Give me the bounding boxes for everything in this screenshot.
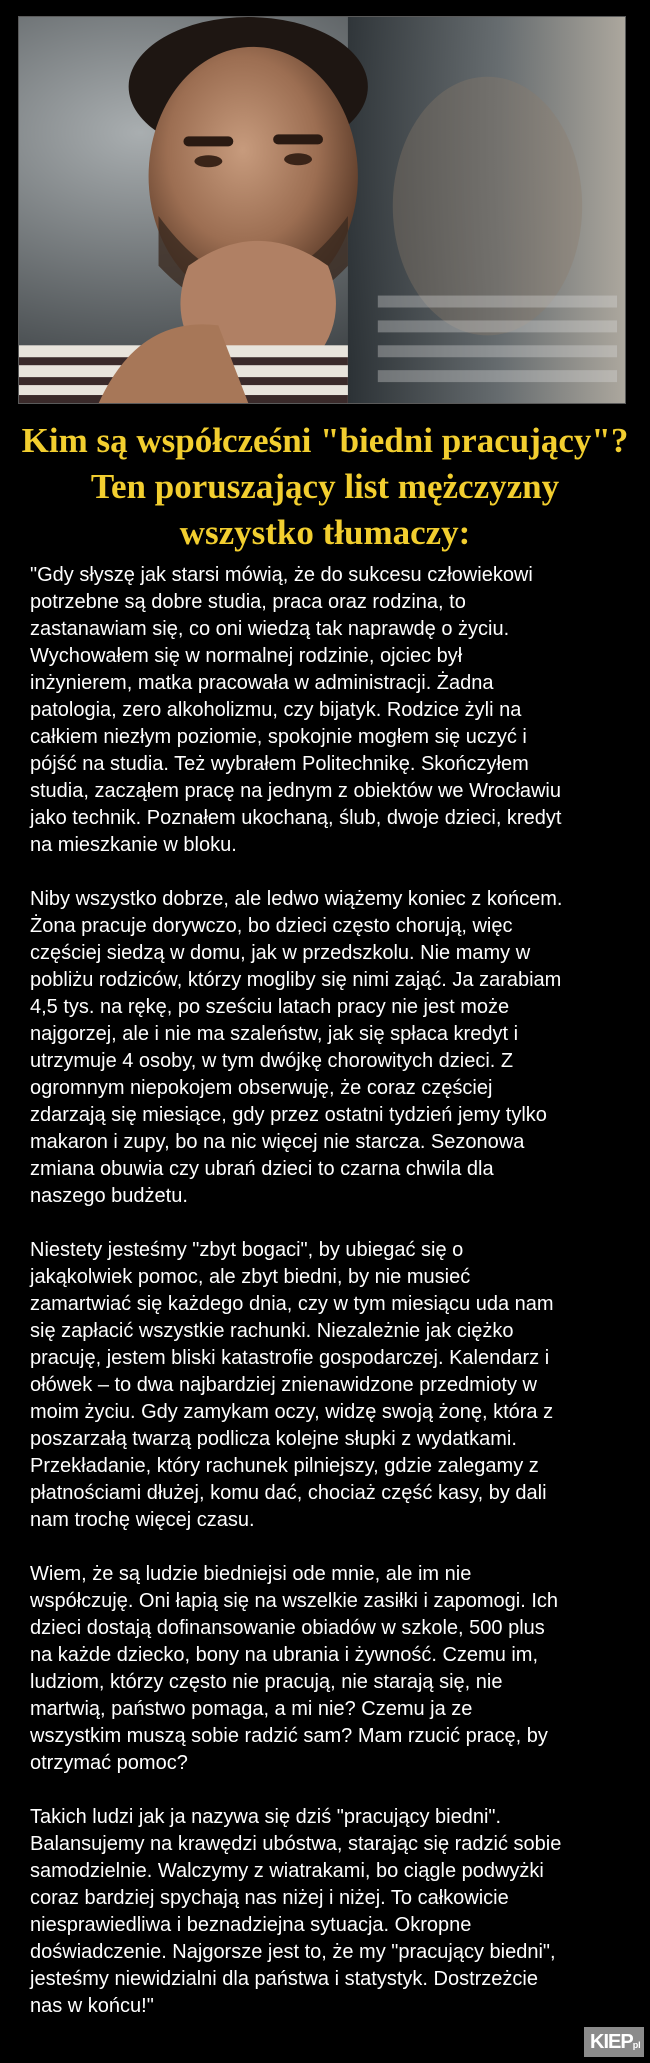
text-line: całkiem niezłym poziomie, spokojnie mogłem się uczyć i bbox=[30, 726, 527, 748]
text-line: makaron i zupy, bo na nic więcej nie starcza. Sezonowa bbox=[30, 1131, 525, 1153]
text-line: na mieszkanie w bloku. bbox=[30, 834, 237, 856]
text-line: nam trochę więcej czasu. bbox=[30, 1509, 255, 1531]
logo-text: KIEP bbox=[590, 2031, 633, 2053]
paragraph bbox=[30, 886, 626, 1210]
text-line: patologia, zero alkoholizmu, czy bijatyk. Rodzice żyli na bbox=[30, 699, 522, 721]
letter-body bbox=[30, 562, 626, 2047]
paragraph bbox=[30, 1561, 626, 1777]
text-line: ogromnym niepokojem obserwuję, że coraz częściej bbox=[30, 1077, 493, 1099]
header-photo bbox=[18, 16, 626, 404]
text-line: niesprawiedliwa i beznadziejna sytuacja. Okropne bbox=[30, 1914, 472, 1936]
text-line: płatnościami dłużej, komu dać, chociaż część kasy, by dali bbox=[30, 1482, 547, 1504]
headline-line: Ten poruszający list mężczyzny bbox=[90, 467, 560, 506]
text-line: samodzielnie. Walczymy z wiatrakami, bo ciągle podwyżki bbox=[30, 1860, 544, 1882]
text-line: Żona pracuje dorywczo, bo dzieci często chorują, więc bbox=[30, 915, 513, 937]
headline-line: wszystko tłumaczy: bbox=[179, 513, 471, 552]
text-line: coraz bardziej spychają nas niżej i niżej. To całkowicie bbox=[30, 1887, 509, 1909]
text-line: zmiana obuwia czy ubrań dzieci to czarna chwila dla bbox=[30, 1158, 494, 1180]
text-line: otrzymać pomoc? bbox=[30, 1752, 188, 1774]
text-line: zamartwiać się każdego dnia, czy w tym miesiącu uda nam bbox=[30, 1293, 554, 1315]
text-line: zastanawiam się, co oni wiedzą tak naprawdę o życiu. bbox=[30, 618, 510, 640]
text-line: się zapłacić wszystkie rachunki. Niezależnie jak ciężko bbox=[30, 1320, 514, 1342]
logo-suffix: pl bbox=[632, 2040, 641, 2050]
text-line: Wiem, że są ludzie biedniejsi ode mnie, ale im nie bbox=[30, 1563, 472, 1585]
text-line: Balansujemy na krawędzi ubóstwa, starając się radzić sobie bbox=[30, 1833, 562, 1855]
text-line: jesteśmy niewidzialni dla państwa i statystyk. Dostrzeżcie bbox=[30, 1968, 538, 1990]
text-line: ołówek – to dwa najbardziej znienawidzone przedmioty w bbox=[30, 1374, 537, 1396]
text-line: ludziom, którzy często nie pracują, nie starają się, nie bbox=[30, 1671, 503, 1693]
text-line: dzieci dostają dofinansowanie obiadów w szkole, 500 plus bbox=[30, 1617, 545, 1639]
text-line: pracuję, jestem bliski katastrofie gospodarczej. Kalendarz i bbox=[30, 1347, 550, 1369]
text-line: Niby wszystko dobrze, ale ledwo wiążemy koniec z końcem. bbox=[30, 888, 563, 910]
text-line: Wychowałem się w normalnej rodzinie, ojciec był bbox=[30, 645, 463, 667]
text-line: Takich ludzi jak ja nazywa się dziś "pracujący biedni". bbox=[30, 1806, 502, 1828]
text-line: potrzebne są dobre studia, praca oraz rodzina, to bbox=[30, 591, 466, 613]
text-line: doświadczenie. Najgorsze jest to, że my "pracujący biedni", bbox=[30, 1941, 556, 1963]
paragraph bbox=[30, 562, 626, 859]
text-line: najgorzej, ale i nie ma szaleństw, jak się spłaca kredyt i bbox=[30, 1023, 519, 1045]
text-line: nas w końcu!" bbox=[30, 1995, 154, 2017]
headline bbox=[0, 418, 650, 556]
headline-line: Kim są współcześni "biedni pracujący"? bbox=[21, 421, 629, 460]
text-line: poszarzałą twarzą podlicza kolejne słupki z wydatkami. bbox=[30, 1428, 517, 1450]
paragraph bbox=[30, 1804, 626, 2020]
text-line: pobliżu rodziców, którzy mogliby się nimi zająć. Ja zarabiam bbox=[30, 969, 562, 991]
text-line: "Gdy słyszę jak starsi mówią, że do sukcesu człowiekowi bbox=[30, 564, 533, 586]
text-line: martwią, państwo pomaga, a mi nie? Czemu ja ze bbox=[30, 1698, 473, 1720]
text-line: studia, zacząłem pracę na jednym z obiektów we Wrocławiu bbox=[30, 780, 561, 802]
text-line: zdarzają się miesiące, gdy przez ostatni tydzień jemy tylko bbox=[30, 1104, 547, 1126]
text-line: naszego budżetu. bbox=[30, 1185, 188, 1207]
kiep-logo[interactable] bbox=[584, 2027, 644, 2057]
text-line: moim życiu. Gdy zamykam oczy, widzę swoją żonę, która z bbox=[30, 1401, 554, 1423]
text-line: utrzymuje 4 osoby, w tym dwójkę chorowitych dzieci. Z bbox=[30, 1050, 514, 1072]
text-line: jako technik. Poznałem ukochaną, ślub, dwoje dzieci, kredyt bbox=[30, 807, 562, 829]
text-line: wszystkim muszą sobie radzić sam? Mam rzucić pracę, by bbox=[30, 1725, 548, 1747]
text-line: inżynierem, matka pracowała w administracji. Żadna bbox=[30, 672, 494, 694]
text-line: pójść na studia. Też wybrałem Politechnikę. Skończyłem bbox=[30, 753, 529, 775]
text-line: na każde dziecko, bony na ubrania i żywność. Czemu im, bbox=[30, 1644, 539, 1666]
text-line: Niestety jesteśmy "zbyt bogaci", by ubiegać się o bbox=[30, 1239, 464, 1261]
text-line: Przekładanie, który rachunek pilniejszy, gdzie zalegamy z bbox=[30, 1455, 539, 1477]
paragraph bbox=[30, 1237, 626, 1534]
text-line: współczuję. Oni łapią się na wszelkie zasiłki i zapomogi. Ich bbox=[30, 1590, 559, 1612]
text-line: częściej siedzą w domu, jak w przedszkolu. Nie mamy w bbox=[30, 942, 531, 964]
text-line: jakąkolwiek pomoc, ale zbyt biedni, by nie musieć bbox=[30, 1266, 471, 1288]
pensive-man-image bbox=[19, 17, 625, 403]
text-line: 4,5 tys. na rękę, po sześciu latach pracy nie jest może bbox=[30, 996, 510, 1018]
